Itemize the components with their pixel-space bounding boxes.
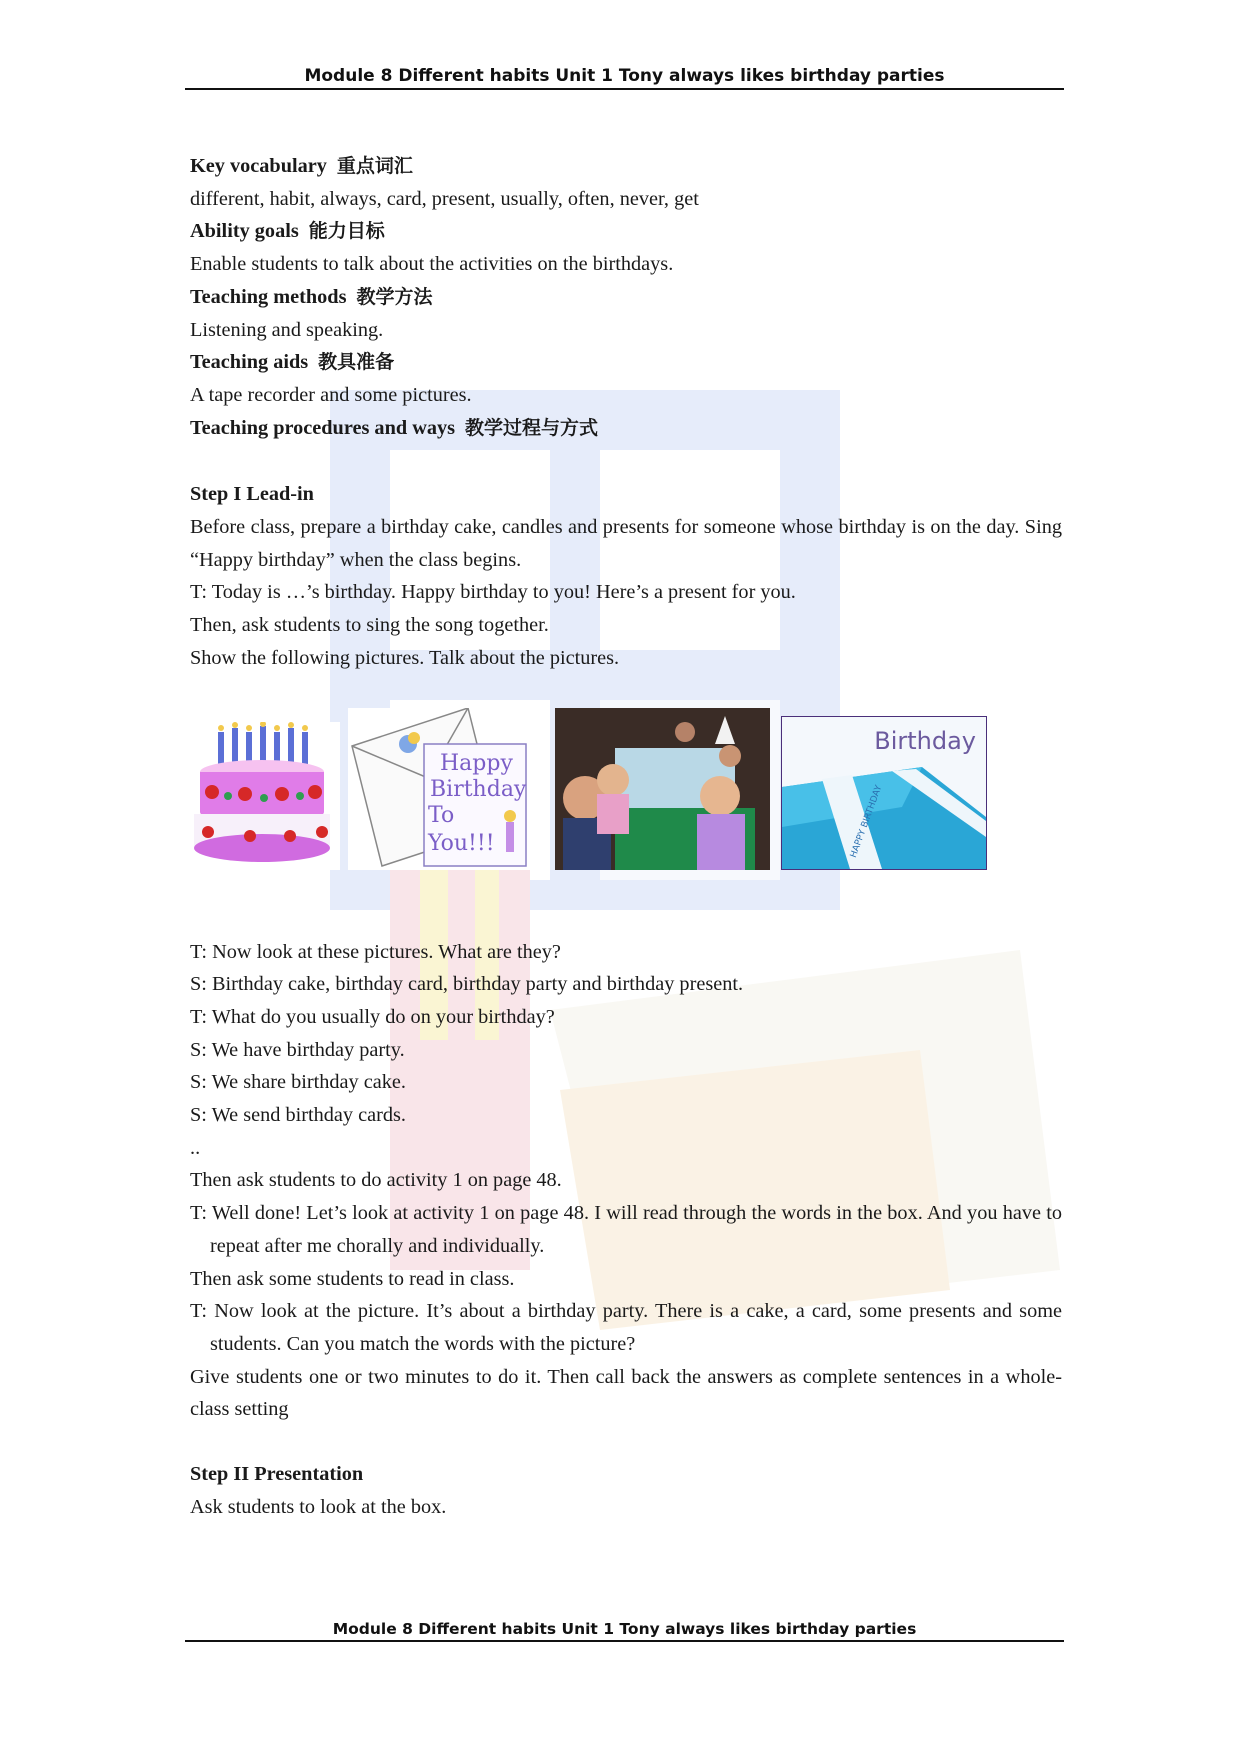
step1-teacher-line: T: Today is …’s birthday. Happy birthday to you! Here’s a present for you. (190, 581, 796, 604)
card-text-you: You!!! (428, 831, 495, 856)
activity-instruction: Then ask some students to read in class. (190, 1267, 515, 1290)
activity-teacher-question: T: Now look at the picture. It’s about a birthday party. There is a cake, a card, some presents and some students. Can you match the words with the picture? (190, 1300, 1062, 1355)
birthday-party-photo (555, 708, 770, 870)
aids-heading-en: Teaching aids (190, 351, 309, 374)
methods-heading (190, 281, 1062, 314)
ribbon-text: HAPPY BIRTHDAY (848, 784, 885, 860)
card-text-birthday: Birthday (430, 777, 527, 802)
aids-heading-zh: 教具准备 (318, 351, 395, 374)
procedures-heading-en: Teaching procedures and ways (190, 416, 456, 439)
dialogue-line: T: Now look at these pictures. What are they? (190, 940, 561, 963)
methods-heading-zh: 教学方法 (356, 285, 433, 308)
birthday-cake-image (190, 722, 340, 870)
page-footer: Module 8 Different habits Unit 1 Tony always likes birthday parties (332, 1620, 917, 1638)
vocab-heading-en: Key vocabulary (190, 155, 327, 177)
step1-paragraph: Before class, prepare a birthday cake, candles and presents for someone whose birthday is on the day. Sing “Happy birthday” when the class begins. (190, 516, 1062, 571)
header-rule (185, 88, 1064, 90)
card-text-to: To (428, 803, 455, 828)
activity-closing: Give students one or two minutes to do it. Then call back the answers as complete sentences in a whole- class setting (190, 1365, 1062, 1421)
procedures-heading-zh: 教学过程与方式 (465, 416, 599, 439)
birthday-card-image (348, 708, 530, 870)
ability-heading (190, 215, 1062, 248)
footer-rule (185, 1640, 1064, 1642)
step2-title: Step II Presentation (190, 1463, 364, 1486)
vocab-heading (190, 150, 1062, 183)
step2-text: Ask students to look at the box. (190, 1495, 447, 1518)
ability-heading-en: Ability goals (190, 220, 299, 243)
ability-text: Enable students to talk about the activities on the birthdays. (190, 253, 674, 276)
page-header: Module 8 Different habits Unit 1 Tony always likes birthday parties (304, 66, 945, 86)
step1-title: Step I Lead-in (190, 483, 314, 506)
dialogue-line: S: We send birthday cards. (190, 1104, 406, 1127)
aids-text: A tape recorder and some pictures. (190, 383, 472, 406)
vocab-text: different, habit, always, card, present, usually, often, never, get (190, 187, 699, 210)
methods-heading-en: Teaching methods (190, 285, 347, 308)
dialogue-line: Then ask students to do activity 1 on page 48. (190, 1169, 562, 1192)
birthday-pictures (190, 704, 1010, 870)
dialogue-line: S: Birthday cake, birthday card, birthday party and birthday present. (190, 973, 744, 996)
vocab-heading-zh: 重点词汇 (336, 155, 413, 177)
dialogue-line: .. (190, 1136, 201, 1159)
step1-instruction: Then, ask students to sing the song together. (190, 614, 549, 637)
present-birthday-label: Birthday (874, 727, 976, 755)
dialogue-line: S: We have birthday party. (190, 1038, 405, 1061)
procedures-heading (190, 412, 1062, 445)
aids-heading (190, 346, 1062, 379)
dialogue-line: T: What do you usually do on your birthday? (190, 1005, 555, 1028)
ability-heading-zh: 能力目标 (308, 220, 385, 243)
birthday-present-image (781, 716, 987, 870)
step1-show-pictures: Show the following pictures. Talk about the pictures. (190, 646, 620, 669)
dialogue-line: S: We share birthday cake. (190, 1071, 406, 1094)
activity-teacher-line: T: Well done! Let’s look at activity 1 on page 48. I will read through the words in the box. And you have to repeat after me chorally and individually. (190, 1202, 1062, 1257)
methods-text: Listening and speaking. (190, 318, 384, 341)
card-text-happy: Happy (440, 751, 513, 776)
